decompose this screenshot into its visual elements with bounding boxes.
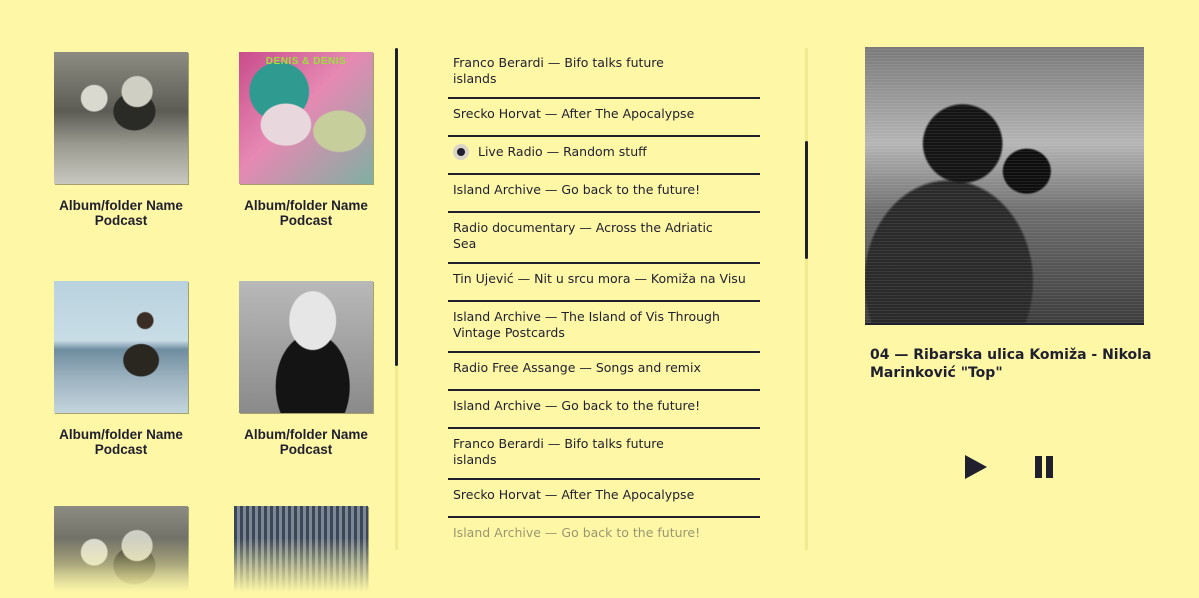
album-name: Album/folder Name	[244, 198, 368, 213]
track-title: Live Radio — Random stuff	[478, 144, 647, 159]
album-sub: Podcast	[279, 442, 333, 457]
track-item-active[interactable]	[448, 137, 760, 175]
album-item[interactable]	[231, 52, 381, 228]
album-name: Album/folder Name	[59, 427, 183, 442]
album-sub: Podcast	[279, 213, 333, 228]
track-item[interactable]	[448, 429, 760, 480]
track-item[interactable]	[448, 264, 760, 302]
now-playing-title: 04 — Ribarska ulica Komiža - Nikola Marinković "Top"	[870, 347, 1152, 381]
track-title: Island Archive — Go back to the future!	[453, 525, 701, 540]
track-title: Island Archive — Go back to the future!	[453, 398, 701, 413]
album-sub: Podcast	[94, 442, 148, 457]
album-caption	[46, 427, 196, 457]
track-title: Franco Berardi — Bifo talks future islands	[453, 55, 664, 86]
track-list	[448, 48, 760, 558]
album-cover[interactable]	[239, 52, 373, 184]
tracklist-scrollbar-thumb[interactable]	[805, 141, 808, 259]
album-cover-text: DENIS & DENIS	[265, 56, 347, 67]
album-caption	[231, 427, 381, 457]
track-title: Srecko Horvat — After The Apocalypse	[453, 106, 695, 121]
tracklist-scrollbar[interactable]	[805, 48, 808, 550]
album-caption	[46, 198, 196, 228]
album-scrollbar[interactable]	[395, 48, 398, 550]
album-name: Album/folder Name	[244, 427, 368, 442]
now-playing-cover	[865, 47, 1144, 325]
track-title: Island Archive — The Island of Vis Through Vintage Postcards	[453, 309, 720, 340]
playing-indicator-icon	[453, 144, 469, 160]
play-icon[interactable]	[963, 454, 987, 480]
track-item[interactable]	[448, 213, 760, 264]
player-controls	[963, 452, 1063, 482]
track-title: Radio Free Assange — Songs and remix	[453, 360, 701, 375]
album-scrollbar-thumb[interactable]	[395, 48, 398, 366]
album-sub: Podcast	[94, 213, 148, 228]
track-item[interactable]	[448, 302, 760, 353]
album-item[interactable]	[46, 281, 196, 457]
album-cover[interactable]	[239, 281, 373, 413]
album-caption	[231, 198, 381, 228]
album-cover[interactable]	[54, 52, 188, 184]
album-cover[interactable]	[54, 281, 188, 413]
track-title: Radio documentary — Across the Adriatic Sea	[453, 220, 713, 251]
track-title: Srecko Horvat — After The Apocalypse	[453, 487, 695, 502]
track-title: Island Archive — Go back to the future!	[453, 182, 701, 197]
track-title: Franco Berardi — Bifo talks future islands	[453, 436, 664, 467]
album-item[interactable]	[231, 281, 381, 457]
track-item[interactable]	[448, 518, 760, 556]
track-item[interactable]	[448, 480, 760, 518]
track-item[interactable]	[448, 391, 760, 429]
album-name: Album/folder Name	[59, 198, 183, 213]
track-item[interactable]	[448, 99, 760, 137]
track-title: Tin Ujević — Nit u srcu mora — Komiža na Visu	[453, 271, 746, 286]
track-item[interactable]	[448, 175, 760, 213]
track-item[interactable]	[448, 353, 760, 391]
pause-icon[interactable]	[1034, 456, 1056, 478]
track-item[interactable]	[448, 48, 760, 99]
fade-overlay	[22, 538, 394, 598]
album-item[interactable]	[46, 52, 196, 228]
album-grid	[22, 46, 394, 598]
